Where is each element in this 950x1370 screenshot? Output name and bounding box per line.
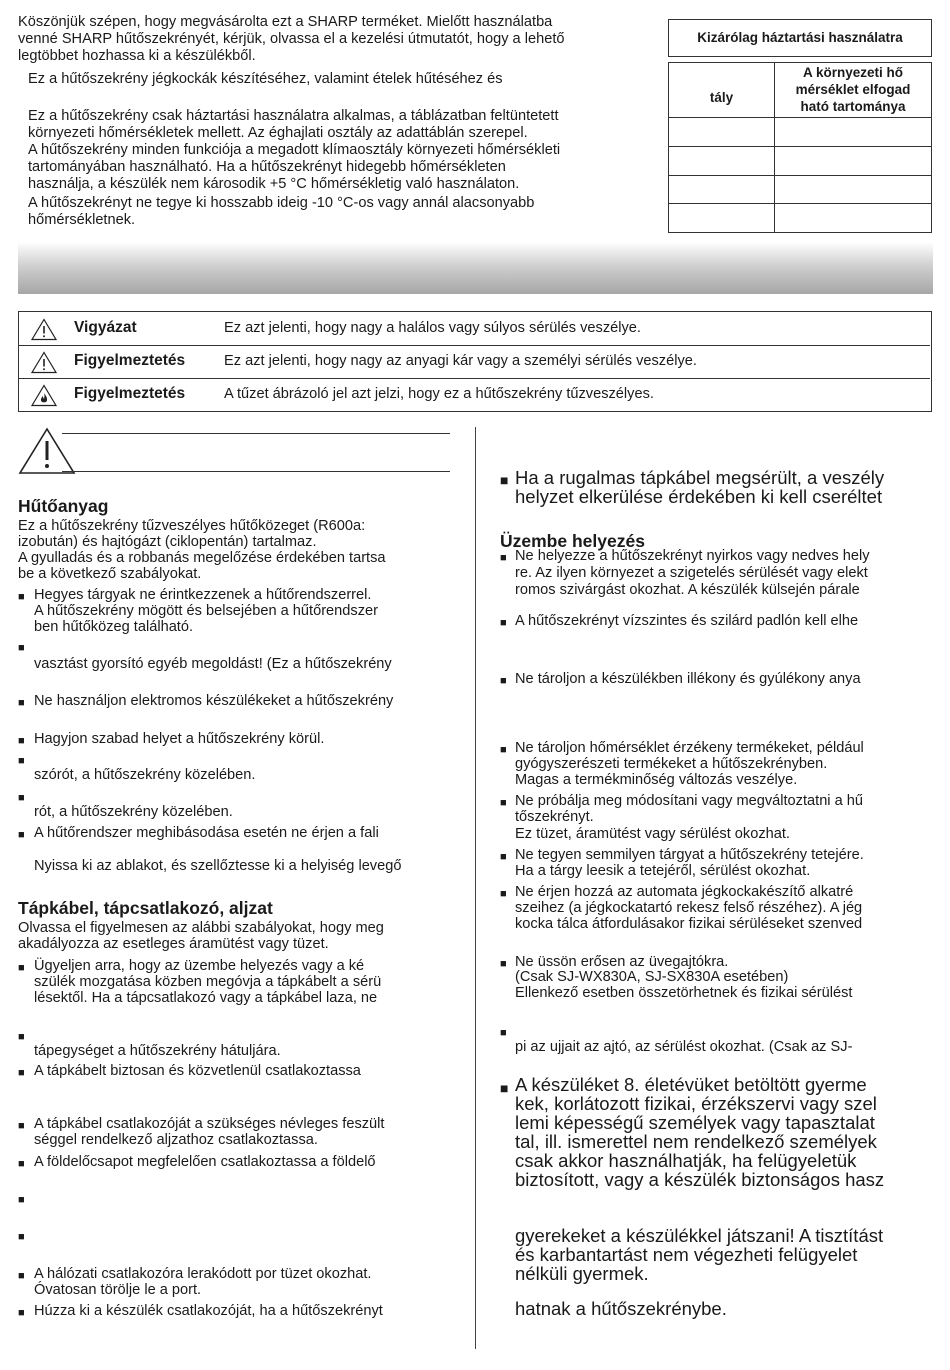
bullet-line: A hűtőszekrény mögött és belsejében a hűtőrendszer [34, 603, 378, 619]
bullet-line: Ha a tárgy leesik a tetejéről, sérülést okozhat. [515, 863, 811, 879]
paragraph-line: Ez a hűtőszekrény tűzveszélyes hűtőközeget (R600a: [18, 518, 366, 534]
bullet-square-icon: ■ [18, 735, 25, 747]
intro-line: Köszönjük szépen, hogy megvásárolta ezt a SHARP terméket. Mielőtt használatba [18, 14, 553, 30]
table-header-line: ható tartománya [800, 99, 906, 114]
bullet-line: Ne tároljon a készülékben illékony és gyúlékony anya [515, 671, 861, 687]
intro-line: Ez a hűtőszekrény jégkockák készítéséhez, valamint ételek hűtéséhez és [28, 71, 503, 87]
bullet-square-icon: ■ [18, 962, 25, 974]
bullet-line: Ellenkező esetben összetörhetnek és fizikai sérülést [515, 985, 853, 1001]
bullet-square-icon: ■ [500, 1027, 507, 1039]
bullet-square-icon: ■ [500, 675, 507, 687]
warning-triangle-icon [31, 318, 57, 341]
table-header-range [775, 64, 931, 115]
bullet-line: Ne tároljon hőmérséklet érzékeny termékeket, például [515, 740, 864, 756]
bullet-line-large: csak akkor használhatják, ha felügyeletük [515, 1150, 857, 1171]
bullet-line: A tápkábel csatlakozóját a szükséges névleges feszült [34, 1116, 385, 1132]
bullet-line: Hegyes tárgyak ne érintkezzenek a hűtőrendszerrel. [34, 587, 372, 603]
bullet-line: A tápkábelt biztosan és közvetlenül csatlakoztassa [34, 1063, 361, 1079]
intro-line: Ez a hűtőszekrény csak háztartási használatra alkalmas, a táblázatban feltüntetett [28, 108, 559, 124]
bullet-line-large: biztosított, vagy a készülék biztonságos hasz [515, 1169, 885, 1190]
paragraph-line: A gyulladás és a robbanás megelőzése érdekében tartsa [18, 550, 386, 566]
paragraph-line: izobután) és hajtógázt (ciklopentán) tartalmaz. [18, 534, 317, 550]
intro-line: környezeti hőmérsékletek mellett. Az éghajlati osztály az adattáblán szerepel. [28, 125, 528, 141]
bullet-square-icon: ■ [18, 1031, 25, 1043]
climate-class-table [668, 62, 932, 233]
bullet-line: Ne tegyen semmilyen tárgyat a hűtőszekrény tetejére. [515, 847, 864, 863]
bullet-line: rót, a hűtőszekrény közelében. [34, 804, 233, 820]
bullet-line: Ne próbálja meg módosítani vagy megváltoztatni a hű [515, 793, 864, 809]
warning-triangle-icon [18, 427, 76, 475]
bullet-square-icon: ■ [500, 1080, 509, 1096]
table-header-line: A környezeti hő [802, 65, 904, 80]
table-divider [669, 117, 931, 118]
bullet-square-icon: ■ [18, 1158, 25, 1170]
intro-line: használja, a készülék nem károsodik +5 °C hőmérsékletig való használaton. [28, 176, 520, 192]
column-divider [475, 427, 476, 1349]
bullet-line: szülék mozgatása közben megóvja a tápkábelt a sérü [34, 974, 382, 990]
bullet-square-icon: ■ [500, 797, 507, 809]
warning-legend-table [18, 311, 932, 412]
bullet-line: kocka tálca átfordulásakor fizikai sérüléseket szenved [515, 916, 863, 932]
household-use-box [668, 19, 932, 57]
bullet-line: Ne helyezze a hűtőszekrényt nyirkos vagy nedves hely [515, 548, 870, 564]
bullet-square-icon: ■ [500, 958, 507, 970]
bullet-line: A hűtőrendszer meghibásodása esetén ne érjen a fali [34, 825, 379, 841]
bullet-line: lésektől. Ha a tápcsatlakozó vagy a tápkábel laza, ne [34, 990, 378, 1006]
warning-row-fire [19, 378, 931, 411]
bullet-square-icon: ■ [18, 591, 25, 603]
bullet-line: tőszekrényt. [515, 809, 594, 825]
header-rule [62, 471, 450, 472]
warning-row-danger [19, 312, 931, 345]
table-header-line: mérséklet elfogad [795, 82, 911, 97]
bullet-square-icon: ■ [18, 1270, 25, 1282]
header-rule [62, 433, 450, 434]
warning-text: Ez azt jelenti, hogy nagy a halálos vagy súlyos sérülés veszélye. [224, 320, 641, 336]
bullet-line: vasztást gyorsító egyéb megoldást! (Ez a hűtőszekrény [34, 656, 392, 672]
bullet-line-large: és karbantartást nem végezheti felügyelet [515, 1244, 858, 1265]
warning-row-caution [19, 345, 931, 378]
bullet-line: ben hűtőközeg található. [34, 619, 194, 635]
bullet-line: tápegységet a hűtőszekrény hátuljára. [34, 1043, 281, 1059]
bullet-square-icon: ■ [500, 851, 507, 863]
table-divider [669, 175, 931, 176]
bullet-line: Ügyeljen arra, hogy az üzembe helyezés vagy a ké [34, 958, 365, 974]
bullet-line-large: Ha a rugalmas tápkábel megsérült, a veszély [515, 467, 885, 488]
bullet-line-large: gyerekeket a készülékkel játszani! A tisztítást [515, 1225, 884, 1246]
bullet-square-icon: ■ [18, 829, 25, 841]
bullet-square-icon: ■ [500, 617, 507, 629]
section-heading-installation: Üzembe helyezés [500, 531, 645, 551]
bullet-square-icon: ■ [18, 1067, 25, 1079]
bullet-square-icon: ■ [18, 697, 25, 709]
bullet-square-icon: ■ [18, 1231, 25, 1243]
intro-line: A hűtőszekrényt ne tegye ki hosszabb ideig -10 °C-os vagy annál alacsonyabb [28, 195, 535, 211]
warning-text: A tűzet ábrázoló jel azt jelzi, hogy ez a hűtőszekrény tűzveszélyes. [224, 386, 654, 402]
paragraph-line: Olvassa el figyelmesen az alábbi szabályokat, hogy meg [18, 920, 384, 936]
bullet-line: Húzza ki a készülék csatlakozóját, ha a hűtőszekrényt [34, 1303, 383, 1319]
bullet-line-large: kek, korlátozott fizikai, érzékszervi vagy szel [515, 1093, 877, 1114]
intro-line: legtöbbet hozhassa ki a készülékből. [18, 48, 256, 64]
bullet-line: Ne érjen hozzá az automata jégkockakészítő alkatré [515, 884, 854, 900]
bullet-line: szeihez (a jégkockatartó rekesz felső részéhez). A jég [515, 900, 863, 916]
bullet-line: re. Az ilyen környezet a szigetelés sérülését vagy elekt [515, 565, 868, 581]
bullet-line: pi az ujjait az ajtó, az sérülést okozhat. (Csak az SJ- [515, 1039, 853, 1055]
bullet-square-icon: ■ [500, 888, 507, 900]
warning-title: Figyelmeztetés [74, 385, 186, 402]
bullet-square-icon: ■ [500, 472, 509, 488]
bullet-square-icon: ■ [18, 755, 25, 767]
bullet-square-icon: ■ [18, 642, 25, 654]
section-banner [18, 242, 933, 294]
bullet-line-large: hatnak a hűtőszekrénybe. [515, 1298, 727, 1319]
bullet-line: Hagyjon szabad helyet a hűtőszekrény körül. [34, 731, 325, 747]
bullet-line: Ne üssön erősen az üvegajtókra. [515, 954, 729, 970]
table-divider [669, 203, 931, 204]
intro-line: A hűtőszekrény minden funkciója a megadott klímaosztály környezeti hőmérsékleti [28, 142, 561, 158]
bullet-line: Óvatosan törölje le a port. [34, 1282, 202, 1298]
household-use-title: Kizárólag háztartási használatra [697, 30, 903, 45]
bullet-line: A hűtőszekrényt vízszintes és szilárd padlón kell elhe [515, 613, 859, 629]
warning-title: Figyelmeztetés [74, 352, 186, 369]
bullet-line-large: nélküli gyermek. [515, 1263, 649, 1284]
warning-text: Ez azt jelenti, hogy nagy az anyagi kár vagy a személyi sérülés veszélye. [224, 353, 697, 369]
bullet-line-large: tal, ill. ismerettel nem rendelkező személyek [515, 1131, 877, 1152]
table-divider [669, 146, 931, 147]
bullet-line: gyógyszerészeti termékeket a hűtőszekrényben. [515, 756, 828, 772]
bullet-line: A hálózati csatlakozóra lerakódott por tüzet okozhat. [34, 1266, 372, 1282]
intro-line: tartományában használható. Ha a hűtőszekrényt hidegebb hőmérsékleten [28, 159, 506, 175]
bullet-square-icon: ■ [18, 1307, 25, 1319]
bullet-square-icon: ■ [18, 1194, 25, 1206]
bullet-line-large: lemi képességű személyek vagy tapasztalat [515, 1112, 875, 1133]
warning-triangle-icon [31, 351, 57, 374]
bullet-line: romos szivárgást okozhat. A készülék külsején párale [515, 582, 860, 598]
bullet-line: A földelőcsapot megfelelően csatlakoztassa a földelő [34, 1154, 376, 1170]
warning-title: Vigyázat [74, 319, 137, 336]
bullet-square-icon: ■ [500, 552, 507, 564]
bullet-square-icon: ■ [18, 1120, 25, 1132]
bullet-line: szórót, a hűtőszekrény közelében. [34, 767, 256, 783]
paragraph-line: akadályozza az esetleges áramütést vagy tüzet. [18, 936, 329, 952]
bullet-line-large: helyzet elkerülése érdekében ki kell cseréltet [515, 486, 883, 507]
table-header-class: tály [709, 90, 734, 105]
section-heading-power: Tápkábel, tápcsatlakozó, aljzat [18, 898, 273, 918]
bullet-line: Magas a termékminőség változás veszélye. [515, 772, 798, 788]
intro-line: venné SHARP hűtőszekrényét, kérjük, olvassa el a kezelési útmutatót, hogy a lehető [18, 31, 565, 47]
bullet-square-icon: ■ [500, 744, 507, 756]
bullet-line: Ez tüzet, áramütést vagy sérülést okozhat. [515, 826, 790, 842]
bullet-line: (Csak SJ-WX830A, SJ-SX830A esetében) [515, 969, 789, 985]
bullet-line-large: A készüléket 8. életévüket betöltött gyerme [515, 1074, 867, 1095]
flammable-warning-icon [31, 384, 57, 407]
section-heading-refrigerant: Hűtőanyag [18, 496, 109, 516]
bullet-line: Nyissa ki az ablakot, és szellőztesse ki a helyiség levegő [34, 858, 402, 874]
bullet-line: séggel rendelkező aljzathoz csatlakoztassa. [34, 1132, 318, 1148]
bullet-line: Ne használjon elektromos készülékeket a hűtőszekrény [34, 693, 394, 709]
intro-line: hőmérsékletnek. [28, 212, 136, 228]
bullet-square-icon: ■ [18, 792, 25, 804]
paragraph-line: be a következő szabályokat. [18, 566, 202, 582]
